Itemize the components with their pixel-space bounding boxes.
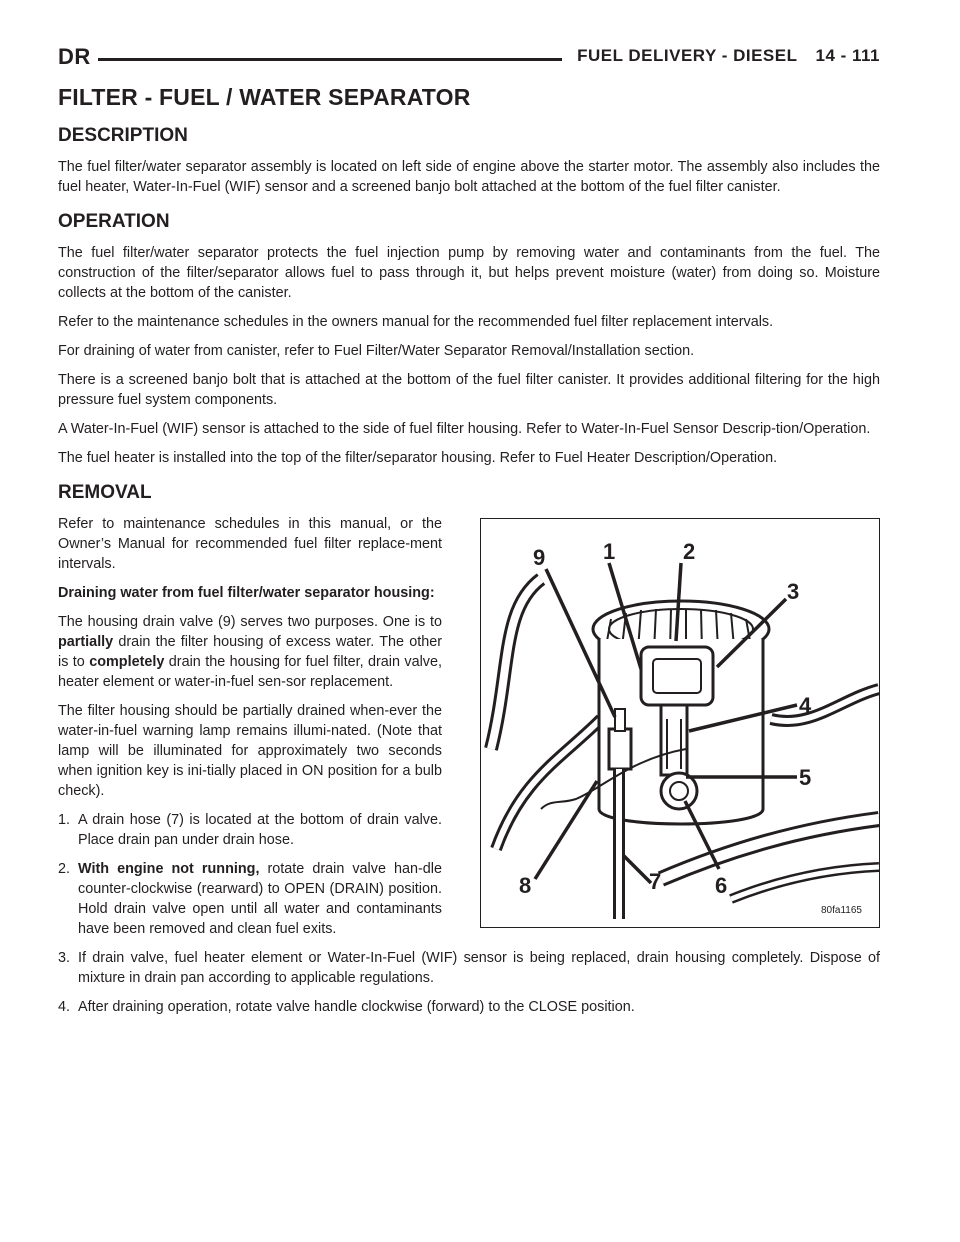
fuel-filter-figure (480, 518, 880, 928)
step-4: 4. After draining operation, rotate valve handle clockwise (forward) to the CLOSE position. (58, 999, 635, 1015)
callout-4: 4 (799, 693, 812, 718)
figure-id: 80fa1165 (821, 905, 862, 916)
callout-7: 7 (649, 869, 662, 894)
operation-paragraph: The fuel heater is installed into the top of the filter/separator housing. Refer to Fuel Heater Description/Operation. (58, 450, 778, 466)
removal-intro: Refer to maintenance schedules in this manual, or the Owner’s Manual for recommended fuel filter replace-ment intervals. (58, 516, 442, 572)
operation-paragraph: A Water-In-Fuel (WIF) sensor is attached to the side of fuel filter housing. Refer to Water-In-Fuel Sensor Descrip-tion/Operation. (58, 421, 871, 437)
page-title: FILTER - FUEL / WATER SEPARATOR (58, 84, 471, 110)
header-rule (98, 58, 562, 61)
operation-paragraph: Refer to the maintenance schedules in the owners manual for the recommended fuel filter replacement intervals. (58, 314, 774, 330)
callout-6: 6 (715, 873, 728, 898)
operation-heading: OPERATION (58, 211, 170, 232)
section-code: DR (58, 44, 91, 69)
lamp-note: The filter housing should be partially drained when-ever the water-in-fuel warning lamp remains illumi-nated. (Note that lamp will be illuminated for approximately two seconds when ignition key is ini-tially placed in ON position for a bulb check). (58, 703, 442, 799)
callout-5: 5 (799, 765, 812, 790)
drain-valve-purpose: The housing drain valve (9) serves two purposes. One is to partially drain the filter housing of excess water. The other is to completely drain the housing for fuel filter, drain valve, heater element or water-in-fuel sen-sor replacement. (58, 614, 442, 690)
callout-2: 2 (683, 539, 696, 564)
description-heading: DESCRIPTION (58, 125, 188, 146)
page-number: 14 - 111 (815, 46, 880, 65)
callout-3: 3 (787, 579, 800, 604)
operation-paragraph: The fuel filter/water separator protects the fuel injection pump by removing water and contaminants from the fuel. The construction of the filter/separator allows fuel to pass through it, but helps prevent moisture (water) from doing so. Moisture collects at the bottom of the canister. (58, 245, 880, 301)
removal-left-column (58, 514, 442, 939)
callout-9: 9 (533, 545, 546, 570)
emphasis-completely: completely (89, 654, 165, 670)
callout-1: 1 (603, 539, 616, 564)
fuel-filter-illustration (481, 519, 879, 927)
step-1: 1. A drain hose (7) is located at the bottom of drain valve. Place drain pan under drain hose. (58, 812, 442, 848)
description-text: The fuel filter/water separator assembly is located on left side of engine above the starter motor. The assembly also includes the fuel heater, Water-In-Fuel (WIF) sensor and a screened banjo bolt attached at the bottom of the fuel filter canister. (58, 159, 880, 195)
page-header (58, 44, 880, 74)
callout-8: 8 (519, 873, 532, 898)
step-3: 3. If drain valve, fuel heater element or Water-In-Fuel (WIF) sensor is being replaced, drain housing completely. Dispose of mixture in drain pan according to applicable regulations. (58, 950, 880, 986)
removal-heading: REMOVAL (58, 482, 152, 503)
drain-subheading: Draining water from fuel filter/water separator housing: (58, 585, 435, 601)
operation-paragraph: For draining of water from canister, refer to Fuel Filter/Water Separator Removal/Installation section. (58, 343, 695, 359)
operation-paragraph: There is a screened banjo bolt that is attached at the bottom of the fuel filter canister. It provides additional filtering for the high pressure fuel system components. (58, 372, 880, 408)
operation-section (58, 211, 880, 468)
step-2: 2. With engine not running, rotate drain valve han-dle counter-clockwise (rearward) to OPEN (DRAIN) position. Hold drain valve open until all water and contaminants have been removed and clean fuel exits. (58, 861, 442, 937)
removal-section (58, 482, 880, 1017)
chapter-title: FUEL DELIVERY - DIESEL (577, 46, 798, 65)
page-content (58, 84, 880, 1026)
emphasis-partially: partially (58, 634, 114, 650)
